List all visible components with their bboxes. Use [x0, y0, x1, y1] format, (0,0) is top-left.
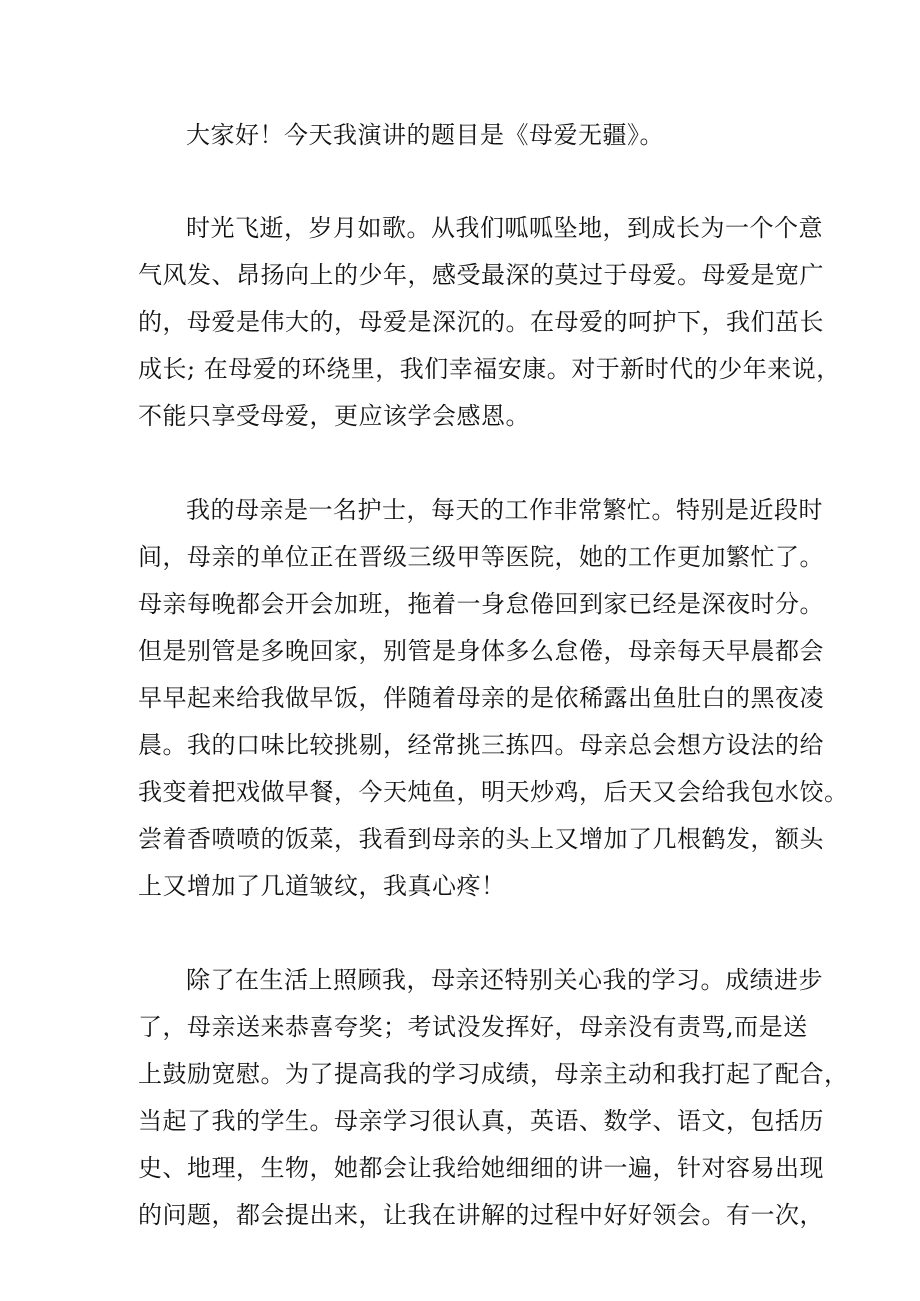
text-line: 但是别管是多晚回家，别管是身体多么怠倦，母亲每天早晨都会	[138, 637, 824, 665]
text-line: 间，母亲的单位正在晋级三级甲等医院，她的工作更加繁忙了。	[138, 543, 824, 571]
text-line: 晨。我的口味比较挑剔，经常挑三拣四。母亲总会想方设法的给	[138, 731, 824, 759]
paragraph-greeting	[138, 112, 798, 159]
text-line: 大家好！今天我演讲的题目是《母爱无疆》。	[186, 121, 664, 149]
text-line: 时光飞逝，岁月如歌。从我们呱呱坠地，到成长为一个个意	[186, 214, 823, 242]
paragraph-study-care	[138, 957, 849, 1239]
text-line: 上又增加了几道皱纹，我真心疼！	[138, 872, 506, 900]
text-line: 除了在生活上照顾我，母亲还特别关心我的学习。成绩进步	[186, 966, 823, 994]
text-line: 早早起来给我做早饭，伴随着母亲的是依稀露出鱼肚白的黑夜凌	[138, 684, 824, 712]
paragraph-nurse-mother	[138, 487, 849, 910]
text-line: 气风发、昂扬向上的少年，感受最深的莫过于母爱。母爱是宽广	[138, 261, 824, 289]
text-line: 当起了我的学生。母亲学习很认真，英语、数学、语文，包括历	[138, 1107, 824, 1135]
text-line: 的问题，都会提出来，让我在讲解的过程中好好领会。有一次，	[138, 1201, 824, 1229]
text-line: 尝着香喷喷的饭菜，我看到母亲的头上又增加了几根鹤发，额头	[138, 825, 824, 853]
text-line: 史、地理，生物，她都会让我给她细细的讲一遍，针对容易出现	[138, 1154, 824, 1182]
text-line: 上鼓励宽慰。为了提高我的学习成绩，母亲主动和我打起了配合，	[138, 1060, 849, 1088]
text-line: 我变着把戏做早餐，今天炖鱼，明天炒鸡，后天又会给我包水饺。	[138, 778, 849, 806]
text-line: 母亲每晚都会开会加班，拖着一身怠倦回到家已经是深夜时分。	[138, 590, 824, 618]
text-line: 的，母爱是伟大的，母爱是深沉的。在母爱的呵护下，我们茁长	[138, 308, 824, 336]
text-line: 我的母亲是一名护士，每天的工作非常繁忙。特别是近段时	[186, 496, 823, 524]
text-line: 不能只享受母爱，更应该学会感恩。	[138, 402, 530, 430]
text-line: 了，母亲送来恭喜夸奖；考试没发挥好，母亲没有责骂,而是送	[138, 1013, 808, 1041]
paragraph-mother-love	[138, 205, 841, 440]
document-body	[138, 112, 849, 1286]
text-line: 成长; 在母爱的环绕里，我们幸福安康。对于新时代的少年来说，	[138, 355, 841, 383]
